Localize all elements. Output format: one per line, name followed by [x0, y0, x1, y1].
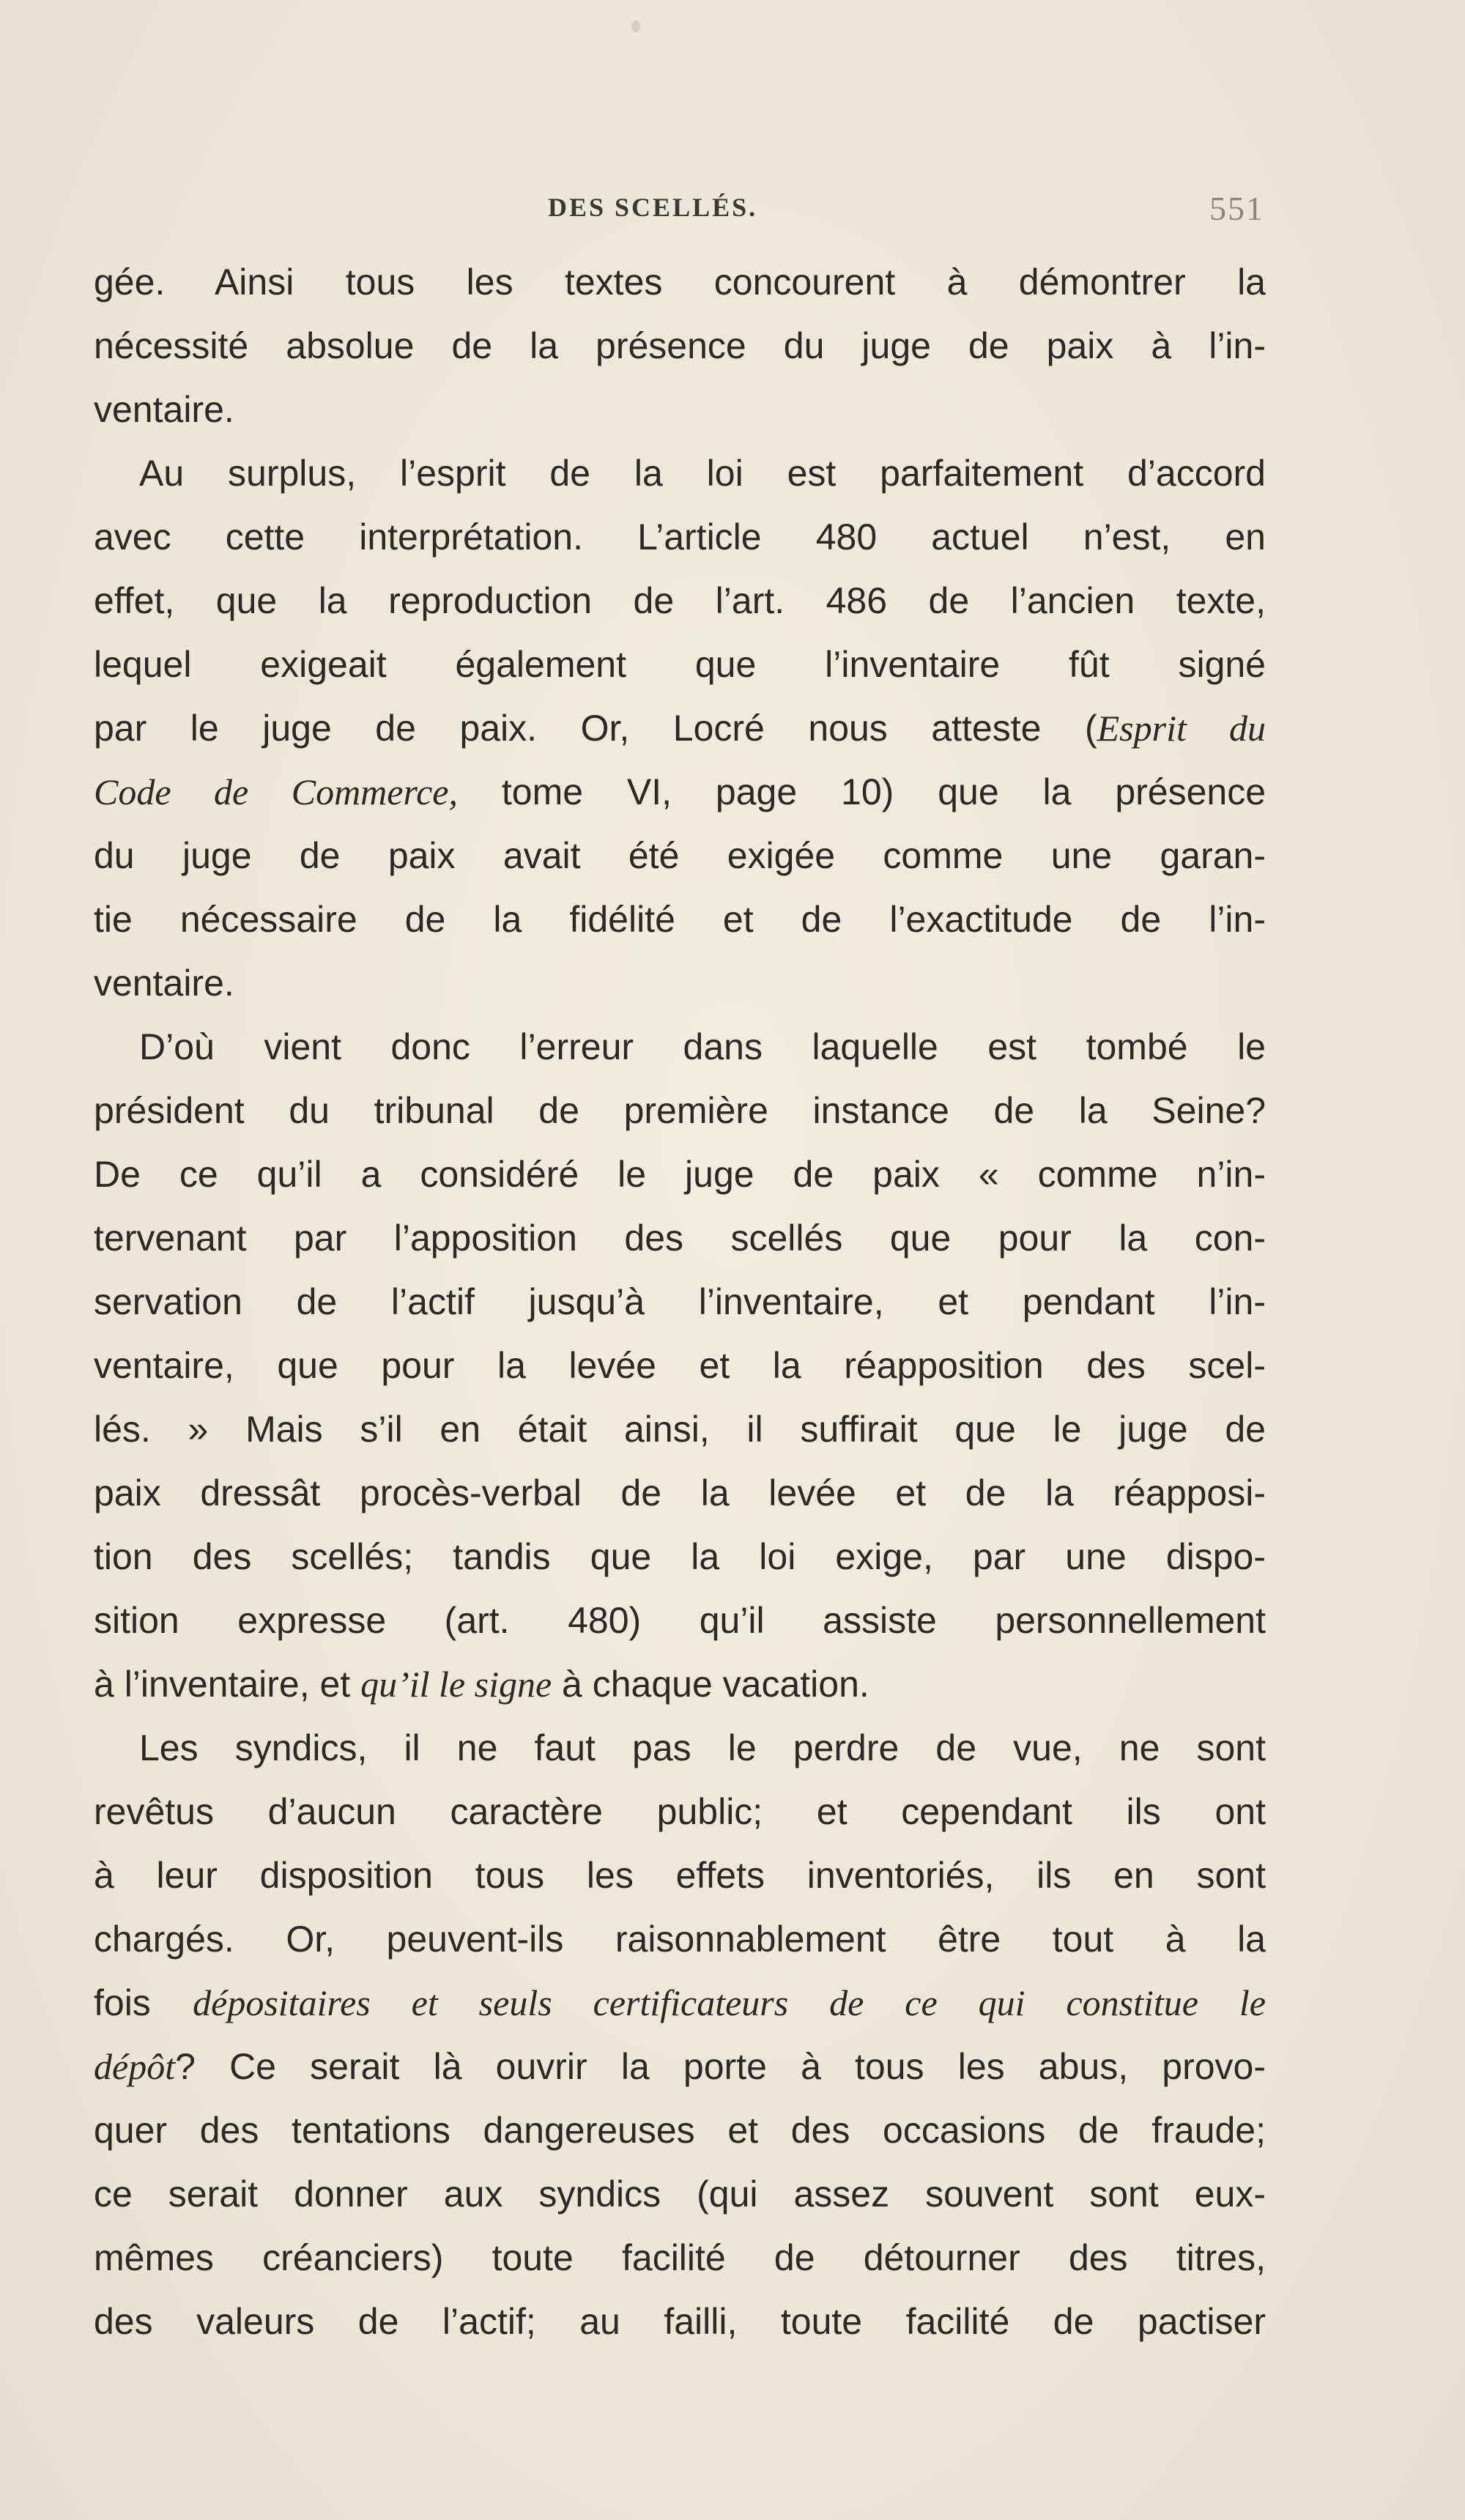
running-head: DES SCELLÉS.	[548, 193, 758, 222]
text-line	[94, 1079, 1266, 1143]
text-line	[94, 1461, 1266, 1525]
text-line	[94, 888, 1266, 952]
text-line	[94, 1270, 1266, 1334]
text-segment: nécessité absolue de la présence du juge de paix à l’in-	[94, 325, 1266, 366]
text-line	[94, 442, 1266, 505]
text-segment: revêtus d’aucun caractère public; et cependant ils ont	[94, 1791, 1266, 1832]
text-line	[94, 1653, 1266, 1716]
text-segment: lés. » Mais s’il en était ainsi, il suffirait que le juge de	[94, 1409, 1266, 1450]
text-line	[94, 824, 1266, 888]
text-line	[94, 2226, 1266, 2290]
text-line	[94, 1398, 1266, 1461]
text-segment: quer des tentations dangereuses et des occasions de fraude;	[94, 2110, 1266, 2151]
body-text	[94, 251, 1266, 2354]
text-segment: chargés. Or, peuvent-ils raisonnablement être tout à la	[94, 1919, 1266, 1960]
text-segment: lequel exigeait également que l’inventaire fût signé	[94, 644, 1266, 685]
text-segment: à leur disposition tous les effets inventoriés, ils en sont	[94, 1855, 1266, 1896]
text-segment: sition expresse (art. 480) qu’il assiste personnellement	[94, 1600, 1266, 1641]
text-line	[94, 1015, 1266, 1079]
text-line	[94, 633, 1266, 697]
text-segment: tervenant par l’apposition des scellés que pour la con-	[94, 1218, 1266, 1259]
text-segment: ce serait donner aux syndics (qui assez souvent sont eux-	[94, 2174, 1266, 2215]
text-line	[94, 1971, 1266, 2035]
text-line	[94, 952, 1266, 1015]
text-line	[94, 2290, 1266, 2354]
text-segment: ventaire.	[94, 389, 234, 430]
text-line	[94, 1207, 1266, 1270]
text-segment: ventaire.	[94, 963, 234, 1004]
text-segment: tie nécessaire de la fidélité et de l’exactitude de l’in-	[94, 899, 1266, 940]
text-segment: président du tribunal de première instance de la Seine?	[94, 1090, 1266, 1131]
text-segment: servation de l’actif jusqu’à l’inventaire, et pendant l’in-	[94, 1281, 1266, 1322]
text-segment: par le juge de paix. Or, Locré nous atteste (	[94, 708, 1097, 749]
text-line	[94, 378, 1266, 442]
text-segment: ventaire, que pour la levée et la réapposition des scel-	[94, 1345, 1266, 1386]
text-segment: ? Ce serait là ouvrir la porte à tous les abus, provo-	[175, 2046, 1266, 2087]
text-segment: du juge de paix avait été exigée comme une garan-	[94, 835, 1266, 876]
text-segment: gée. Ainsi tous les textes concourent à démontrer la	[94, 262, 1266, 303]
text-line	[94, 1844, 1266, 1908]
page-header	[0, 192, 1465, 236]
text-line	[94, 505, 1266, 569]
text-line	[94, 1908, 1266, 1971]
text-line	[94, 697, 1266, 760]
italic-text: dépositaires et seuls certificateurs de ce qui constitue le	[193, 1982, 1266, 2023]
italic-text: qu’il le signe	[360, 1664, 552, 1705]
text-line	[94, 2035, 1266, 2099]
text-line	[94, 1589, 1266, 1653]
text-line	[94, 1716, 1266, 1780]
paper-speck	[631, 21, 640, 32]
text-line	[94, 1143, 1266, 1207]
page-number: 551	[1209, 190, 1264, 227]
text-segment: effet, que la reproduction de l’art. 486 de l’ancien texte,	[94, 580, 1266, 621]
text-segment: Les syndics, il ne faut pas le perdre de vue, ne sont	[139, 1727, 1266, 1768]
text-line	[94, 2099, 1266, 2163]
text-line	[94, 569, 1266, 633]
italic-text: dépôt	[94, 2046, 176, 2087]
text-line	[94, 1780, 1266, 1844]
text-segment: à l’inventaire, et	[94, 1664, 361, 1705]
text-segment: fois	[94, 1982, 193, 2023]
text-segment: mêmes créanciers) toute facilité de détourner des titres,	[94, 2237, 1266, 2278]
text-line	[94, 314, 1266, 378]
text-segment: paix dressât procès-verbal de la levée et de la réapposi-	[94, 1472, 1266, 1513]
italic-text: Code de Commerce,	[94, 771, 458, 812]
text-segment: des valeurs de l’actif; au failli, toute facilité de pactiser	[94, 2301, 1266, 2342]
text-line	[94, 760, 1266, 824]
text-segment: Au surplus, l’esprit de la loi est parfaitement d’accord	[139, 453, 1266, 494]
text-segment: De ce qu’il a considéré le juge de paix « comme n’in-	[94, 1154, 1266, 1195]
text-line	[94, 251, 1266, 314]
italic-text: Esprit du	[1097, 708, 1266, 749]
text-segment: avec cette interprétation. L’article 480 actuel n’est, en	[94, 516, 1266, 557]
text-line	[94, 1525, 1266, 1589]
text-segment: tion des scellés; tandis que la loi exige, par une dispo-	[94, 1536, 1266, 1577]
text-segment: D’où vient donc l’erreur dans laquelle est tombé le	[139, 1026, 1266, 1067]
text-line	[94, 2163, 1266, 2226]
text-line	[94, 1334, 1266, 1398]
text-segment: tome VI, page 10) que la présence	[457, 771, 1266, 812]
text-segment: à chaque vacation.	[552, 1664, 869, 1705]
